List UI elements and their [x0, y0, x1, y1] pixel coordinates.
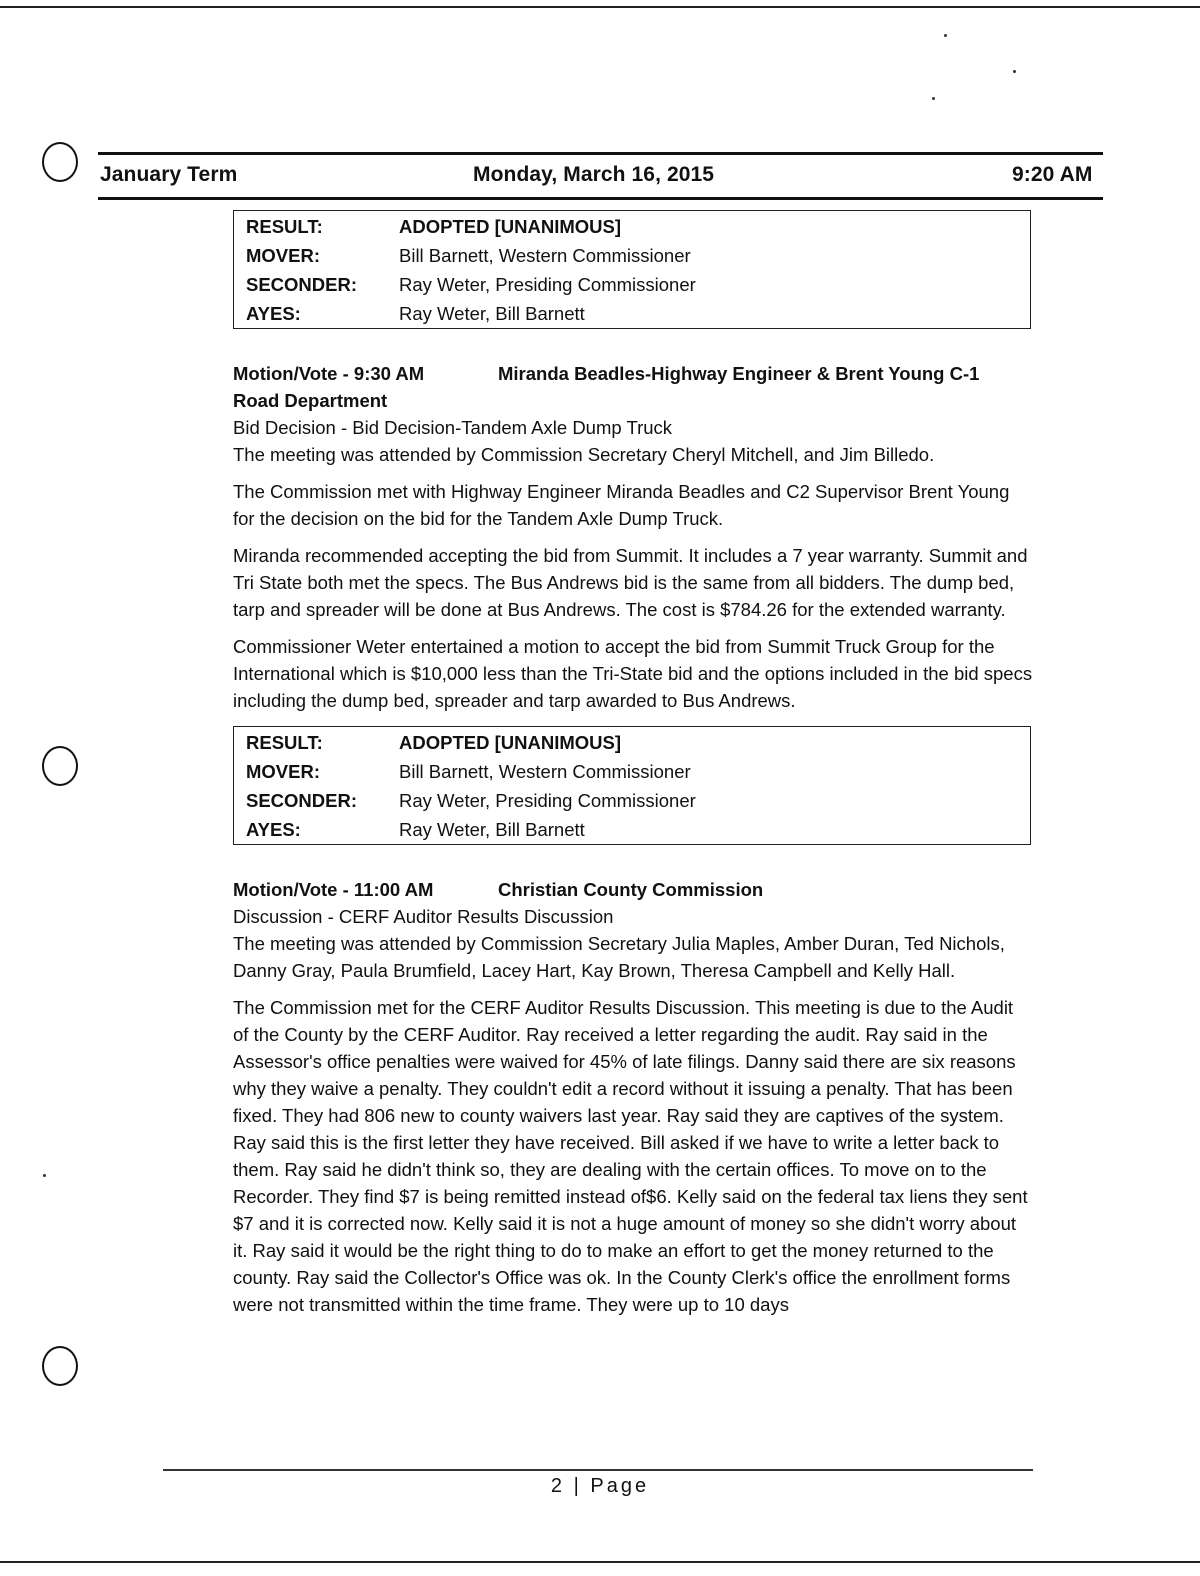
motion-paragraph: Commissioner Weter entertained a motion to accept the bid from Summit Truck Group for the International which is $10,000 less than the Tri-State bid and the options included in the bid specs including the dump bed, spreader and tarp awarded to Bus Andrews. [233, 636, 1033, 711]
motion-paragraph: The Commission met with Highway Engineer Miranda Beadles and C2 Supervisor Brent Young for the decision on the bid for the Tandem Axle Dump Truck. [233, 481, 1010, 529]
vote-label: AYES: [246, 303, 301, 324]
punch-hole-top [42, 142, 78, 182]
motion-time: Motion/Vote - 11:00 AM [233, 879, 434, 900]
vote-row-result [246, 728, 1030, 757]
vote-value: ADOPTED [UNANIMOUS] [399, 732, 621, 753]
vote-row-seconder [246, 270, 1030, 299]
motion-title: Christian County Commission [498, 879, 764, 900]
vote-result-box [233, 726, 1031, 845]
header-time: 9:20 AM [1012, 163, 1093, 186]
vote-row-mover [246, 241, 1030, 270]
vote-value: Ray Weter, Presiding Commissioner [399, 790, 696, 811]
vote-row-seconder [246, 786, 1030, 815]
scan-speck [43, 1174, 46, 1177]
punch-hole-middle [42, 746, 78, 786]
motion-heading [233, 876, 1033, 903]
vote-value: Bill Barnett, Western Commissioner [399, 245, 691, 266]
vote-value: Ray Weter, Presiding Commissioner [399, 274, 696, 295]
scan-speck [1013, 70, 1016, 73]
punch-hole-bottom [42, 1346, 78, 1386]
vote-label: RESULT: [246, 216, 323, 237]
vote-value: Ray Weter, Bill Barnett [399, 303, 585, 324]
vote-label: SECONDER: [246, 274, 358, 295]
vote-label: MOVER: [246, 245, 320, 266]
motion-heading [233, 360, 1033, 387]
vote-label: SECONDER: [246, 790, 358, 811]
page-number: 2 | Page [550, 1475, 650, 1497]
header-rule-bottom [98, 197, 1103, 200]
motion-paragraph: Miranda recommended accepting the bid from Summit. It includes a 7 year warranty. Summit and Tri State both met the specs. The Bus Andrews bid is the same from all bidders. The dump bed, tarp and spreader will be done at Bus Andrews. The cost is $784.26 for the extended warranty. [233, 545, 1028, 620]
motion-subject: Discussion - CERF Auditor Results Discussion [233, 906, 614, 927]
motion-department: Road Department [233, 390, 388, 411]
vote-row-result [246, 212, 1030, 241]
vote-label: RESULT: [246, 732, 323, 753]
header-date: Monday, March 16, 2015 [473, 163, 715, 186]
vote-value: ADOPTED [UNANIMOUS] [399, 216, 621, 237]
motion-title: Miranda Beadles-Highway Engineer & Brent Young C-1 [498, 363, 980, 384]
vote-row-ayes [246, 815, 1030, 844]
minutes-body [233, 210, 1033, 1318]
motion-subject: Bid Decision - Bid Decision-Tandem Axle Dump Truck [233, 417, 673, 438]
vote-label: AYES: [246, 819, 301, 840]
footer-rule [163, 1469, 1033, 1471]
scan-top-edge [0, 6, 1200, 8]
motion-attendance: The meeting was attended by Commission Secretary Julia Maples, Amber Duran, Ted Nichols, Danny Gray, Paula Brumfield, Lacey Hart, Kay Brown, Theresa Campbell and Kelly Hall. [233, 933, 1005, 981]
scan-speck [944, 34, 947, 37]
vote-value: Bill Barnett, Western Commissioner [399, 761, 691, 782]
vote-row-ayes [246, 299, 1030, 328]
motion-time: Motion/Vote - 9:30 AM [233, 363, 425, 384]
motion-paragraph: The Commission met for the CERF Auditor Results Discussion. This meeting is due to the Audit of the County by the CERF Auditor. Ray received a letter regarding the audit. Ray said in the Assessor's office penalties were waived for 45% of late filings. Danny said there are six reasons why they waive a penalty. They couldn't edit a record without it issuing a penalty. That has been fixed. They had 806 new to county waivers last year. Ray said they are captives of the system. Ray said this is the first letter they have received. Bill asked if we have to write a letter back to them. Ray said he didn't think so, they are dealing with the certain offices. To move on to the Recorder. They find $7 is being remitted instead of$6. Kelly said on the federal tax liens they sent $7 and it is corrected now. Kelly said it is not a huge amount of money so she didn't worry about it. Ray said it would be the right thing to do to make an effort to get the money returned to the county. Ray said the Collector's Office was ok. In the County Clerk's office the enrollment forms were not transmitted within the time frame. They were up to 10 days [233, 997, 1028, 1315]
vote-label: MOVER: [246, 761, 320, 782]
header-rule-top [98, 152, 1103, 155]
scan-bottom-edge [0, 1561, 1200, 1563]
motion-attendance: The meeting was attended by Commission Secretary Cheryl Mitchell, and Jim Billedo. [233, 444, 935, 465]
vote-row-mover [246, 757, 1030, 786]
vote-value: Ray Weter, Bill Barnett [399, 819, 585, 840]
scan-speck [932, 97, 935, 100]
header-term: January Term [100, 163, 238, 186]
vote-result-box [233, 210, 1031, 329]
